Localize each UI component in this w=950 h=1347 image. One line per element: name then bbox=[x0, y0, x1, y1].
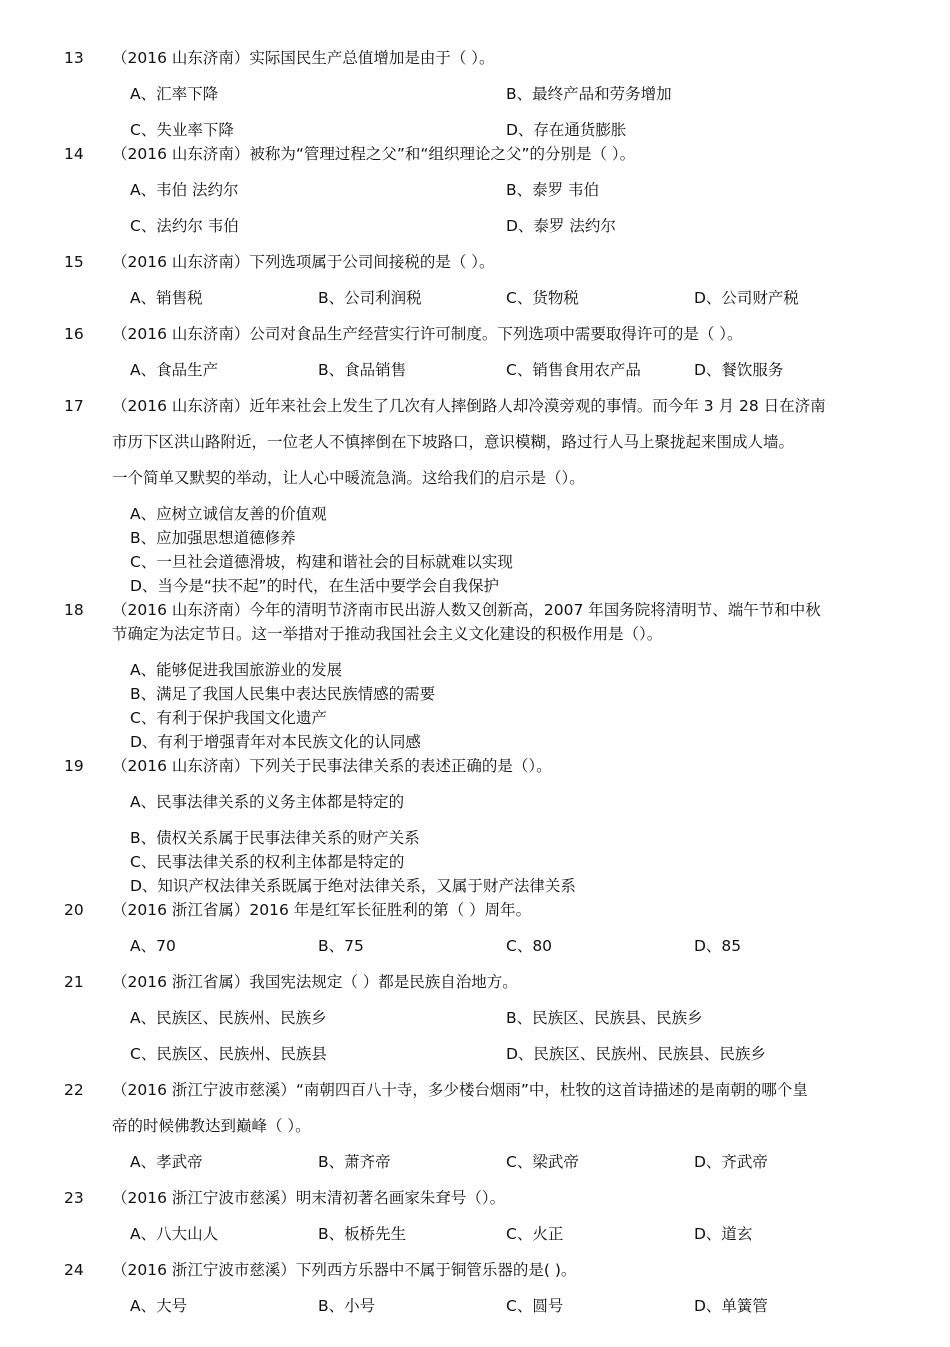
question-stem: （2016 浙江宁波市慈溪）“南朝四百八十寺，多少楼台烟雨”中，杜牧的这首诗描述的是南朝的哪个皇 bbox=[112, 1081, 808, 1099]
option: A、食品生产 bbox=[130, 361, 219, 379]
question-stem: （2016 浙江宁波市慈溪）明末清初著名画家朱耷号（）。 bbox=[112, 1189, 506, 1207]
option: A、销售税 bbox=[130, 289, 203, 307]
option: B、债权关系属于民事法律关系的财产关系 bbox=[130, 829, 420, 847]
option: B、满足了我国人民集中表达民族情感的需要 bbox=[130, 685, 436, 703]
option: B、萧齐帝 bbox=[318, 1153, 391, 1171]
option: B、75 bbox=[318, 937, 364, 955]
option: B、板桥先生 bbox=[318, 1225, 407, 1243]
option: D、公司财产税 bbox=[694, 289, 799, 307]
question-number: 19 bbox=[64, 757, 84, 775]
question-number: 23 bbox=[64, 1189, 84, 1207]
option: B、最终产品和劳务增加 bbox=[506, 85, 672, 103]
question-stem: （2016 山东济南）公司对食品生产经营实行许可制度。下列选项中需要取得许可的是（ ）。 bbox=[112, 325, 743, 343]
question-stem: 帝的时候佛教达到巅峰（ ）。 bbox=[112, 1117, 311, 1135]
option: D、有利于增强青年对本民族文化的认同感 bbox=[130, 733, 421, 751]
option: A、韦伯 法约尔 bbox=[130, 181, 239, 199]
option: D、当今是“扶不起”的时代，在生活中要学会自我保护 bbox=[130, 577, 499, 595]
question-number: 16 bbox=[64, 325, 84, 343]
option: A、民族区、民族州、民族乡 bbox=[130, 1009, 327, 1027]
option: A、70 bbox=[130, 937, 176, 955]
option: D、85 bbox=[694, 937, 742, 955]
question-number: 17 bbox=[64, 397, 84, 415]
question-stem: （2016 山东济南）被称为“管理过程之父”和“组织理论之父”的分别是（ ）。 bbox=[112, 145, 636, 163]
question-number: 24 bbox=[64, 1261, 84, 1279]
question-stem: （2016 山东济南）近年来社会上发生了几次有人摔倒路人却冷漠旁观的事情。而今年 3 月 28 日在济南 bbox=[112, 397, 826, 415]
question-stem: （2016 山东济南）今年的清明节济南市民出游人数又创新高，2007 年国务院将清明节、端午节和中秋 bbox=[112, 601, 821, 619]
option: C、销售食用农产品 bbox=[506, 361, 641, 379]
option: D、泰罗 法约尔 bbox=[506, 217, 616, 235]
option: B、食品销售 bbox=[318, 361, 407, 379]
question-stem: 节确定为法定节日。这一举措对于推动我国社会主义文化建设的积极作用是（）。 bbox=[112, 625, 663, 643]
option: D、民族区、民族州、民族县、民族乡 bbox=[506, 1045, 766, 1063]
option: C、一旦社会道德滑坡，构建和谐社会的目标就难以实现 bbox=[130, 553, 513, 571]
option: C、民事法律关系的权利主体都是特定的 bbox=[130, 853, 405, 871]
option: C、圆号 bbox=[506, 1297, 564, 1315]
option: D、单簧管 bbox=[694, 1297, 768, 1315]
question-stem: （2016 山东济南）实际国民生产总值增加是由于（ ）。 bbox=[112, 49, 495, 67]
question-number: 20 bbox=[64, 901, 84, 919]
option: C、民族区、民族州、民族县 bbox=[130, 1045, 327, 1063]
option: D、知识产权法律关系既属于绝对法律关系，又属于财产法律关系 bbox=[130, 877, 576, 895]
option: B、应加强思想道德修养 bbox=[130, 529, 296, 547]
option: D、餐饮服务 bbox=[694, 361, 784, 379]
option: D、道玄 bbox=[694, 1225, 753, 1243]
question-number: 15 bbox=[64, 253, 84, 271]
question-number: 21 bbox=[64, 973, 84, 991]
option: D、存在通货膨胀 bbox=[506, 121, 627, 139]
option: C、火正 bbox=[506, 1225, 564, 1243]
option: B、小号 bbox=[318, 1297, 376, 1315]
question-stem: （2016 山东济南）下列关于民事法律关系的表述正确的是（）。 bbox=[112, 757, 552, 775]
option: C、80 bbox=[506, 937, 553, 955]
option: C、法约尔 韦伯 bbox=[130, 217, 239, 235]
option: A、孝武帝 bbox=[130, 1153, 203, 1171]
question-stem: 一个简单又默契的举动，让人心中暖流急淌。这给我们的启示是（）。 bbox=[112, 469, 585, 487]
option: B、公司利润税 bbox=[318, 289, 422, 307]
question-stem: （2016 浙江宁波市慈溪）下列西方乐器中不属于铜管乐器的是( )。 bbox=[112, 1261, 577, 1279]
option: C、货物税 bbox=[506, 289, 579, 307]
question-stem: （2016 浙江省属）我国宪法规定（ ）都是民族自治地方。 bbox=[112, 973, 518, 991]
option: A、八大山人 bbox=[130, 1225, 219, 1243]
option: C、有利于保护我国文化遗产 bbox=[130, 709, 327, 727]
option: A、能够促进我国旅游业的发展 bbox=[130, 661, 343, 679]
option: A、大号 bbox=[130, 1297, 188, 1315]
question-number: 14 bbox=[64, 145, 84, 163]
option: C、梁武帝 bbox=[506, 1153, 579, 1171]
question-stem: 市历下区洪山路附近，一位老人不慎摔倒在下坡路口，意识模糊，路过行人马上聚拢起来围成人墙。 bbox=[112, 433, 795, 451]
option: C、失业率下降 bbox=[130, 121, 234, 139]
question-number: 13 bbox=[64, 49, 84, 67]
option: D、齐武帝 bbox=[694, 1153, 768, 1171]
option: B、泰罗 韦伯 bbox=[506, 181, 600, 199]
option: A、汇率下降 bbox=[130, 85, 219, 103]
question-stem: （2016 山东济南）下列选项属于公司间接税的是（ ）。 bbox=[112, 253, 495, 271]
option: A、应树立诚信友善的价值观 bbox=[130, 505, 327, 523]
question-number: 18 bbox=[64, 601, 84, 619]
option: B、民族区、民族县、民族乡 bbox=[506, 1009, 703, 1027]
question-number: 22 bbox=[64, 1081, 84, 1099]
question-stem: （2016 浙江省属）2016 年是红军长征胜利的第（ ）周年。 bbox=[112, 901, 532, 919]
option: A、民事法律关系的义务主体都是特定的 bbox=[130, 793, 405, 811]
